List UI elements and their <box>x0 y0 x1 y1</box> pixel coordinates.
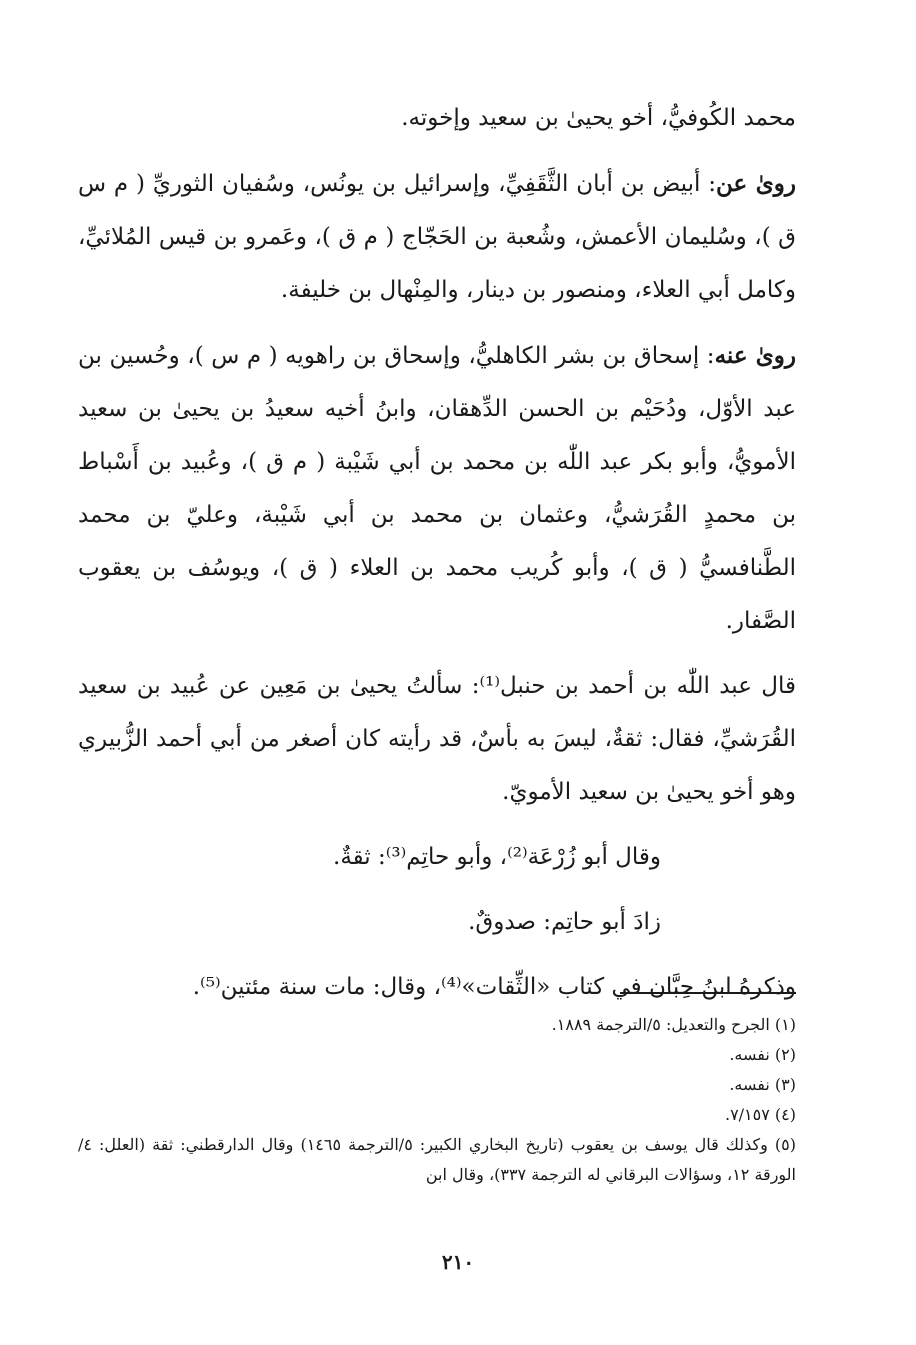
paragraph-narrated-by <box>78 329 796 648</box>
footnote-1: (١) الجرح والتعديل: ٥/الترجمة ١٨٨٩. <box>551 1015 796 1034</box>
footnote-2: (٢) نفسه. <box>729 1045 796 1064</box>
main-text <box>78 92 796 1014</box>
paragraph-ibn-hibban: وذكرهُ ابنُ حِبَّان في كتاب «الثِّقات»⁽⁴⁾، وقال: مات سنة مئتين⁽⁵⁾. <box>192 974 796 1000</box>
narrated-from-heading: روىٰ عن <box>716 170 796 197</box>
page-number: ٢١٠ <box>441 1250 475 1274</box>
footnote-3: (٣) نفسه. <box>729 1075 796 1094</box>
narrated-by-list: : إسحاق بن بشر الكاهليُّ، وإسحاق بن راهويه ( م س )، وحُسين بن عبد الأوّل، ودُحَيْم بن الحسن الدِّهقان، وابنُ أخيه سعيدُ بن يحيىٰ بن سعيد الأمويُّ، وأبو بكر عبد اللّٰه بن محمد بن أبي شَيْبة ( م ق )، وعُبيد بن أَسْباط بن محمدٍ القُرَشيُّ، وعثمان بن محمد بن أبي شَيْبة، وعليّ بن محمد الطَّنافسيُّ ( ق )، وأبو كُريب محمد بن العلاء ( ق )، ويوسُف بن يعقوب الصَّفار. <box>78 343 796 634</box>
paragraph-abu-hatim: زادَ أبو حاتِم: صدوقٌ. <box>468 909 661 935</box>
footnote-divider <box>620 992 796 994</box>
footnote-5: (٥) وكذلك قال يوسف بن يعقوب (تاريخ البخاري الكبير: ٥/الترجمة ١٤٦٥) وقال الدارقطني: ثقة (العلل: ٤/الورقة ١٢، وسؤالات البرقاني له الترجمة ٣٣٧)، وقال ابن <box>78 1135 797 1184</box>
footnote-4: (٤) ٧/١٥٧. <box>724 1105 796 1124</box>
narrated-from-list: : أبيض بن أبان الثَّقَفِيِّ، وإسرائيل بن يونُس، وسُفيان الثوريِّ ( م س ق )، وسُليمان الأعمش، وشُعبة بن الحَجّاج ( م ق )، وعَمرو بن قيس المُلائيِّ، وكامل أبي العلاء، ومنصور بن دينار، والمِنْهال بن خليفة. <box>78 171 796 303</box>
paragraph-abu-zura: وقال أبو زُرْعَة⁽²⁾، وأبو حاتِم⁽³⁾: ثقةٌ. <box>333 844 661 870</box>
footnotes <box>78 1010 796 1190</box>
paragraph-intro: محمد الكُوفيُّ، أخو يحيىٰ بن سعيد وإخوته. <box>401 105 796 131</box>
paragraph-narrated-from <box>78 157 796 317</box>
paragraph-ibn-hanbal: قال عبد اللّٰه بن أحمد بن حنبل⁽¹⁾: سألتُ يحيىٰ بن مَعِين عن عُبيد بن سعيد القُرَشيِّ، فقال: ثقةٌ، ليسَ به بأسٌ، قد رأيته كان أصغر من أبي أحمد الزُّبيري وهو أخو يحيىٰ بن سعيد الأمويّ. <box>78 673 797 805</box>
narrated-by-heading: روىٰ عنه <box>714 342 797 369</box>
